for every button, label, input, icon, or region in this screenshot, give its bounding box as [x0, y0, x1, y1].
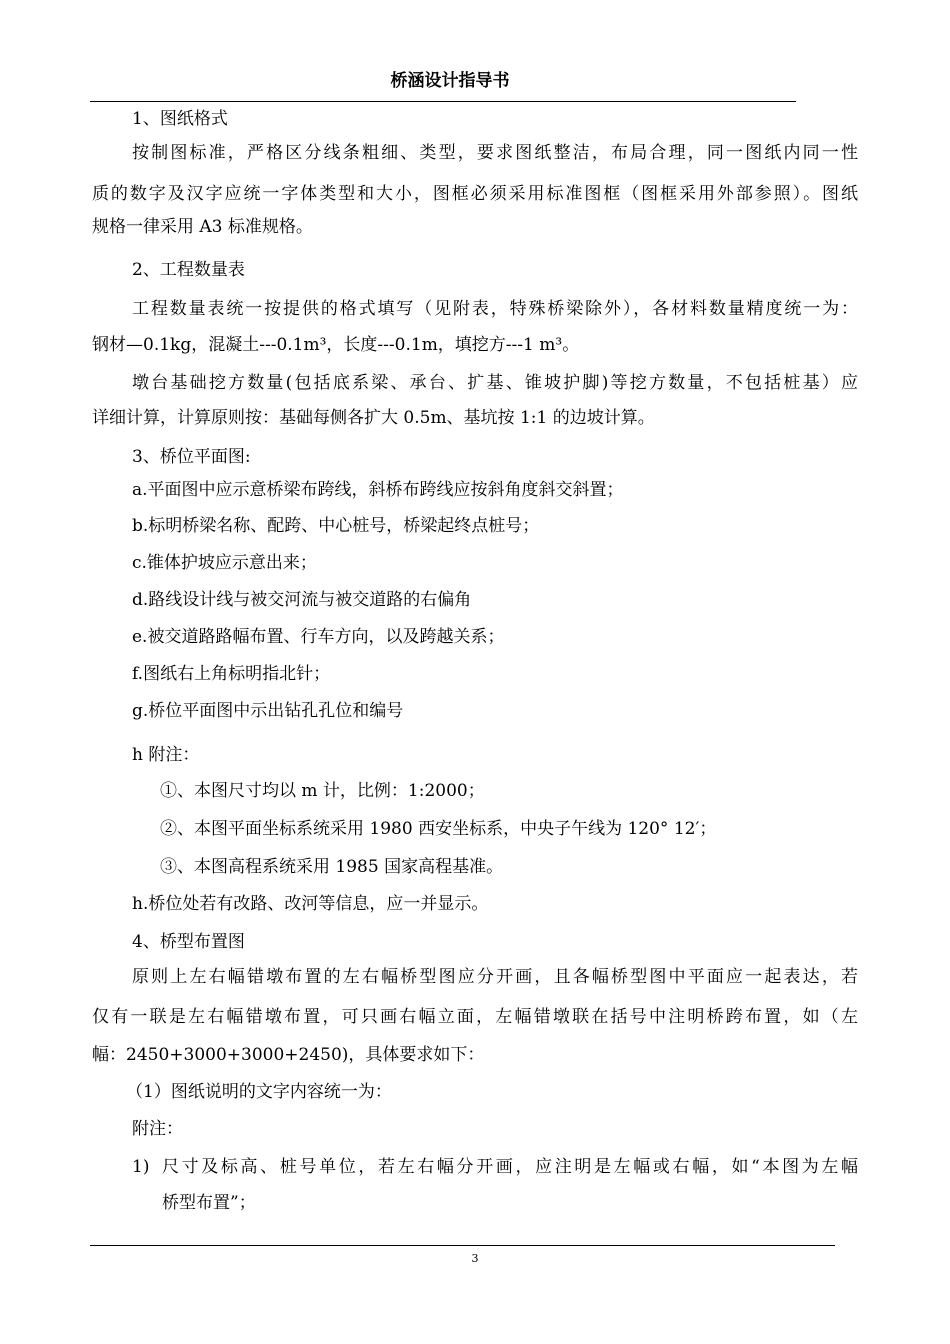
- section-4-line-1: 原则上左右幅错墩布置的左右幅桥型图应分开画，且各幅桥型图中平面应一起表达，若: [132, 967, 858, 987]
- section-4-line-2: 仅有一联是左右幅错墩布置，可只画右幅立面，左幅错墩联在括号中注明桥跨布置，如（左: [92, 1007, 858, 1027]
- section-3-note-2: ②、本图平面坐标系统采用 1980 西安坐标系，中央子午线为 120° 12′；: [160, 819, 717, 839]
- list-item-1-line-2: 桥型布置”；: [162, 1193, 256, 1213]
- section-3-note-3: ③、本图高程系统采用 1985 国家高程基准。: [160, 857, 504, 877]
- section-3-item-f: f.图纸右上角标明指北针；: [132, 664, 331, 684]
- section-4-line-3: 幅：2450+3000+3000+2450)，具体要求如下：: [92, 1045, 485, 1065]
- section-4-fuzhu: 附注：: [132, 1119, 183, 1139]
- section-2-heading: 2、工程数量表: [132, 260, 245, 280]
- section-3-item-a: a.平面图中应示意桥梁布跨线，斜桥布跨线应按斜角度斜交斜置；: [132, 480, 624, 500]
- section-4-heading: 4、桥型布置图: [132, 932, 245, 952]
- footer-divider: [90, 1245, 835, 1246]
- section-1-line-2: 质的数字及汉字应统一字体类型和大小，图框必须采用标准图框（图框采用外部参照）。图纸: [92, 184, 858, 204]
- section-2-p2-line-2: 详细计算，计算原则按：基础每侧各扩大 0.5m、基坑按 1:1 的边坡计算。: [92, 408, 655, 428]
- list-number-1: 1): [132, 1157, 150, 1177]
- section-3-note-1: ①、本图尺寸均以 m 计，比例：1:2000；: [160, 781, 485, 801]
- section-3-heading: 3、桥位平面图:: [132, 447, 251, 467]
- section-3-item-b: b.标明桥梁名称、配跨、中心桩号，桥梁起终点桩号；: [132, 516, 540, 536]
- section-3-item-h: h.桥位处若有改路、改河等信息，应一并显示。: [132, 894, 489, 914]
- section-3-item-e: e.被交道路路幅布置、行车方向，以及跨越关系；: [132, 627, 505, 647]
- section-3-item-d: d.路线设计线与被交河流与被交道路的右偏角: [132, 590, 472, 610]
- section-1-line-1: 按制图标准，严格区分线条粗细、类型，要求图纸整洁，布局合理，同一图纸内同一性: [132, 143, 858, 163]
- page-header-title: 桥涵设计指导书: [390, 71, 510, 91]
- section-2-p2-line-1: 墩台基础挖方数量(包括底系梁、承台、扩基、锥坡护脚)等挖方数量，不包括桩基）应: [132, 373, 858, 393]
- section-1-heading: 1、图纸格式: [132, 109, 228, 129]
- section-2-p1-line-2: 钢材—0.1kg，混凝土---0.1m³，长度---0.1m，填挖方---1 m³。: [92, 335, 580, 355]
- section-2-p1-line-1: 工程数量表统一按提供的格式填写（见附表，特殊桥梁除外），各材料数量精度统一为：: [132, 299, 858, 319]
- section-3-note-heading: h 附注：: [132, 745, 200, 765]
- section-3-item-c: c.锥体护坡应示意出来；: [132, 553, 317, 573]
- section-1-line-3: 规格一律采用 A3 标准规格。: [92, 217, 313, 237]
- section-4-sub-1: （1）图纸说明的文字内容统一为：: [126, 1082, 392, 1102]
- list-item-1-line-1: 尺寸及标高、桩号单位，若左右幅分开画，应注明是左幅或右幅，如“本图为左幅: [162, 1157, 858, 1177]
- section-3-item-g: g.桥位平面图中示出钻孔孔位和编号: [132, 701, 404, 721]
- header-divider: [90, 101, 796, 102]
- page-number: 3: [471, 1252, 479, 1265]
